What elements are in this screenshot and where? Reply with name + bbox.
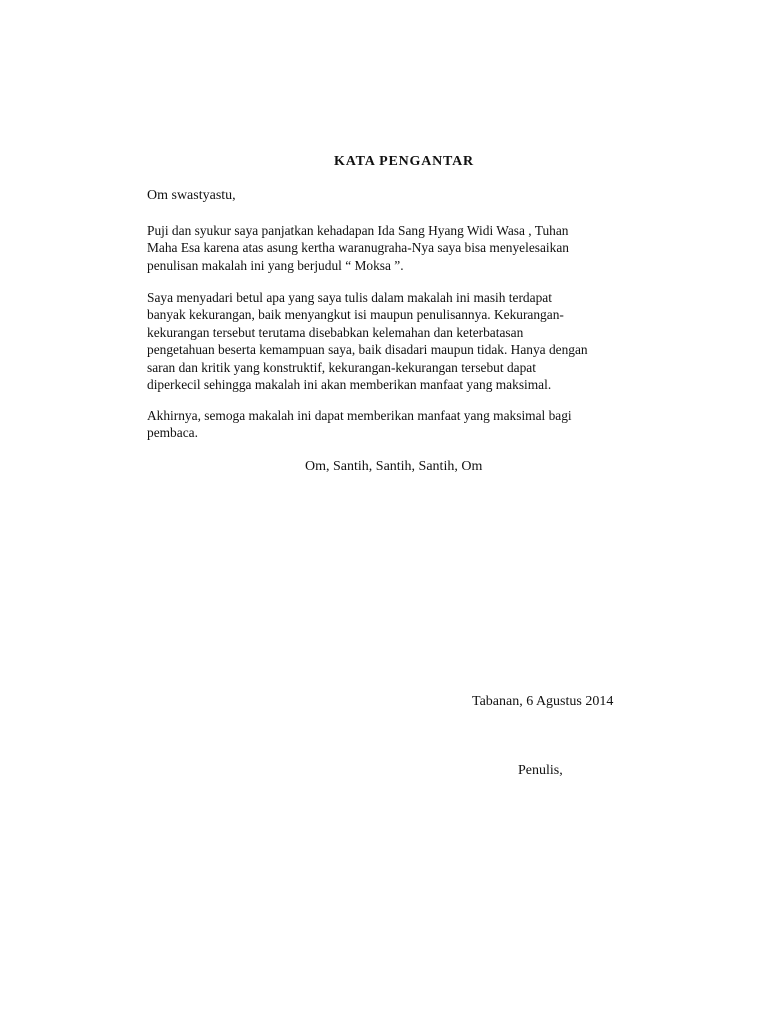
author-signature-label: Penulis, (518, 763, 563, 778)
paragraph-line: penulisan makalah ini yang berjudul “ Moksa ”. (147, 257, 404, 273)
greeting: Om swastyastu, (147, 188, 236, 203)
paragraph-hope (147, 407, 667, 442)
paragraph-line: saran dan kritik yang konstruktif, kekurangan-kekurangan tersebut dapat (147, 359, 536, 375)
place-and-date: Tabanan, 6 Agustus 2014 (472, 694, 614, 709)
paragraph-praise (147, 222, 667, 274)
paragraph-acknowledgement (147, 289, 667, 393)
paragraph-line: Akhirnya, semoga makalah ini dapat memberikan manfaat yang maksimal bagi (147, 408, 572, 423)
paragraph-line: Saya menyadari betul apa yang saya tulis dalam makalah ini masih terdapat (147, 290, 552, 305)
document-title: KATA PENGANTAR (334, 154, 474, 169)
paragraph-line: pengetahuan beserta kemampuan saya, baik disadari maupun tidak. Hanya dengan (147, 342, 588, 358)
closing-salutation: Om, Santih, Santih, Santih, Om (305, 459, 483, 474)
paragraph-line: Puji dan syukur saya panjatkan kehadapan Ida Sang Hyang Widi Wasa , Tuhan (147, 223, 569, 238)
paragraph-line: Maha Esa karena atas asung kertha waranugraha-Nya saya bisa menyelesaikan (147, 240, 569, 256)
paragraph-line: kekurangan tersebut terutama disebabkan kelemahan dan keterbatasan (147, 324, 524, 340)
paragraph-line: pembaca. (147, 425, 198, 441)
paragraph-line: diperkecil sehingga makalah ini akan memberikan manfaat yang maksimal. (147, 377, 552, 393)
paragraph-line: banyak kekurangan, baik menyangkut isi maupun penulisannya. Kekurangan- (147, 307, 564, 323)
